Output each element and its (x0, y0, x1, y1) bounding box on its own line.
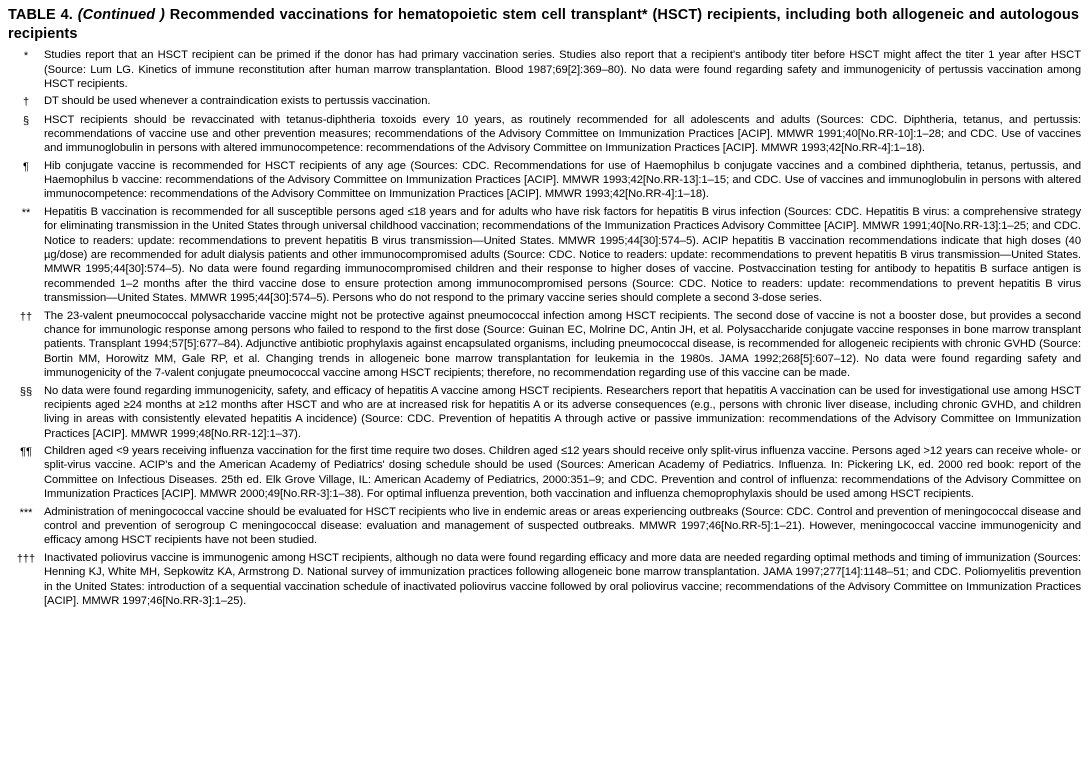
footnote-item (8, 159, 1081, 202)
footnote-text: Inactivated poliovirus vaccine is immunogenic among HSCT recipients, although no data were found regarding efficacy and more data are needed regarding optimal methods and timing of immunization (Sources: Henning KJ, White MH, Sepkowitz KA, Armstrong D. National survey of immunization practices following allogeneic bone marrow transplantation. JAMA 1997;277[14]:1148–51; and CDC. Poliomyelitis prevention in the United States: introduction of a sequential vaccination schedule of inactivated poliovirus vaccine followed by oral poliovirus vaccine; recommendations of the Advisory Committee on Immunization Practices [ACIP]. MMWR 1997;46[No.RR-3]:1–25). (44, 551, 1081, 607)
footnote-text: Hepatitis B vaccination is recommended for all susceptible persons aged ≤18 years and for adults who have risk factors for hepatitis B virus infection (Sources: CDC. Hepatitis B virus: a comprehensive strategy for eliminating transmission in the United States through universal childhood vaccination; recommendations of the Immunization Practices Advisory Committee [ACIP]. MMWR 1991;40[No.RR-13]:1–25; and CDC. Notice to readers: update: recommendations to prevent hepatitis B virus transmission—United States. MMWR 1995;44[30]:574–5). ACIP hepatitis B vaccination recommendations indicate that high doses (40 µg/dose) are recommended for adult dialysis patients and other immunocompromised adults (Source: CDC. Notice to readers: update: recommendations to prevent hepatitis B virus transmission—United States. MMWR 1995;44[30]:574–5). No data were found regarding immunocompromised children and their response to higher doses of vaccine. Postvaccination testing for antibody to hepatitis B surface antigen is recommended 1–2 months after the third vaccine dose to ensure protection among immunocompromised persons (Source: CDC. Notice to readers: update: recommendations to prevent hepatitis B virus transmission—United States. MMWR 1995;44[30]:574–5). Persons who do not respond to the primary vaccine series should complete a second 3-dose series. (44, 205, 1081, 305)
footnote-text: HSCT recipients should be revaccinated with tetanus-diphtheria toxoids every 10 years, as routinely recommended for all adolescents and adults (Sources: CDC. Diphtheria, tetanus, and pertussis: recommendations of vaccine use and other prevention measures; recommendations of the Advisory Committee on Immunization Practices [ACIP]. MMWR 1991;40[No.RR-10]:1–28; and CDC. Use of vaccines and immunoglobulin in persons with altered immunocompetence: recommendations of the Advisory Committee on Immunization Practices [ACIP]. MMWR 1993;42[No.RR-4]:1–18). (44, 113, 1081, 155)
table-label: TABLE 4. (8, 7, 73, 23)
footnote-item (8, 205, 1081, 306)
table-title (8, 6, 1079, 44)
footnote-text: DT should be used whenever a contraindication exists to pertussis vaccination. (44, 95, 431, 108)
footnote-text: Children aged <9 years receiving influenza vaccination for the first time require two doses. Children aged ≤12 years should receive only split-virus influenza vaccine. Persons aged >12 years can receive whole- or split-virus vaccine. ACIP's and the American Academy of Pediatrics' dosing schedule should be used (Sources: American Academy of Pediatrics. Influenza. In: Pickering LK, ed. 2000 red book: report of the Committee on Infectious Diseases. 25th ed. Elk Grove Village, IL: American Academy of Pediatrics, 2000:351–9; and CDC. Prevention and control of influenza: recommendations of the Advisory Committee on Immunization Practices [ACIP]. MMWR 2000;49[No.RR-3]:1–38). For optimal influenza prevention, both vaccination and influenza chemoprophylaxis should be used among HSCT recipients. (44, 445, 1081, 501)
footnote-marker: ††† (16, 552, 36, 565)
footnote-item (8, 113, 1081, 156)
footnote-marker: *** (19, 506, 33, 519)
footnote-item (8, 309, 1081, 381)
footnote-marker: § (22, 114, 30, 127)
footnote-item (8, 94, 1081, 109)
footnote-item (8, 505, 1081, 548)
footnote-marker: † (22, 96, 30, 109)
footnote-text: Administration of meningococcal vaccine should be evaluated for HSCT recipients who live in endemic areas or areas experiencing outbreaks (Source: CDC. Control and prevention of meningococcal disease and control and prevention of serogroup C meningococcal disease: evaluation and management of suspected outbreaks. MMWR 1997;46[No.RR-5]:1–21). However, meningococcal vaccine immunogenicity and efficacy among HSCT recipients have not been studied. (44, 505, 1081, 547)
footnote-text: Studies report that an HSCT recipient can be primed if the donor has had primary vaccination series. Studies also report that a recipient's antibody titer before HSCT might affect the titer 1 year after HSCT (Source: Lum LG. Kinetics of immune reconstitution after human marrow transplantation. Blood 1987;69[2]:369–80). No data were found regarding safety and immunogenicity of pertussis vaccination among HSCT recipients. (44, 49, 1081, 91)
footnote-marker: ¶ (23, 160, 29, 173)
document-page (0, 6, 1089, 767)
footnote-item (8, 48, 1081, 91)
footnote-marker: §§ (19, 385, 33, 398)
footnote-text: The 23-valent pneumococcal polysaccharide vaccine might not be protective against pneumococcal infection among HSCT recipients. The second dose of vaccine is not a booster dose, but provides a second chance for immunologic response among persons who failed to respond to the first dose (Source: Guinan EC, Molrine DC, Antin JH, et al. Polysaccharide conjugate vaccine responses in bone marrow transplant patients. Transplant 1994;57[5]:677–84). Adjunctive antibiotic prophylaxis against encapsulated organisms, including pneumococcal disease, is recommended for allogeneic recipients with chronic GVHD (Source: Bortin MM, Horowitz MM, Gale RP, et al. Changing trends in allogeneic bone marrow transplantation for leukemia in the 1980s. JAMA 1992;268[5]:607–12). No data were found regarding safety and immunogenicity of the 7-valent conjugate pneumococcal vaccine among HSCT recipients; therefore, no recommendation regarding use of this vaccine can be made. (44, 309, 1081, 380)
footnote-text: Hib conjugate vaccine is recommended for HSCT recipients of any age (Sources: CDC. Recommendations for use of Haemophilus b conjugate vaccines and a combined diphtheria, tetanus, pertussis, and Haemophilus b vaccine: recommendations of the Advisory Committee on Immunization Practices [ACIP]. MMWR 1993;42[No.RR-13]:1–15; and CDC. Use of vaccines and immunoglobulin in persons with altered immunocompetence: recommendations of the Advisory Committee on Immunization Practices [ACIP]. MMWR 1993;42[No.RR-4]:1–18). (44, 159, 1081, 201)
footnote-marker: †† (19, 310, 33, 323)
footnote-marker: ** (21, 206, 31, 219)
table-title-text: Recommended vaccinations for hematopoietic stem cell transplant* (HSCT) recipients, including both allogeneic and autologous recipients (8, 7, 1079, 43)
footnote-text: No data were found regarding immunogenicity, safety, and efficacy of hepatitis A vaccine among HSCT recipients. Researchers report that hepatitis A vaccination can be used for investigational use among HSCT recipients aged ≥24 months at ≥12 months after HSCT and who are at increased risk for hepatitis A or its adverse consequences (e.g., persons with chronic liver disease, including chronic GVHD, and children living in areas with consistently elevated hepatitis A incidence) (Source: CDC. Prevention of hepatitis A through active or passive immunization: recommendations of the Advisory Committee on Immunization Practices [ACIP]. MMWR 1999;48[No.RR-12]:1–37). (44, 384, 1081, 440)
footnote-item (8, 551, 1081, 609)
footnote-marker: ¶¶ (20, 446, 32, 459)
footnote-item (8, 444, 1081, 502)
table-continued-marker: (Continued ) (77, 7, 165, 23)
footnote-item (8, 384, 1081, 442)
footnote-marker: * (23, 50, 29, 63)
footnote-list (8, 48, 1081, 608)
